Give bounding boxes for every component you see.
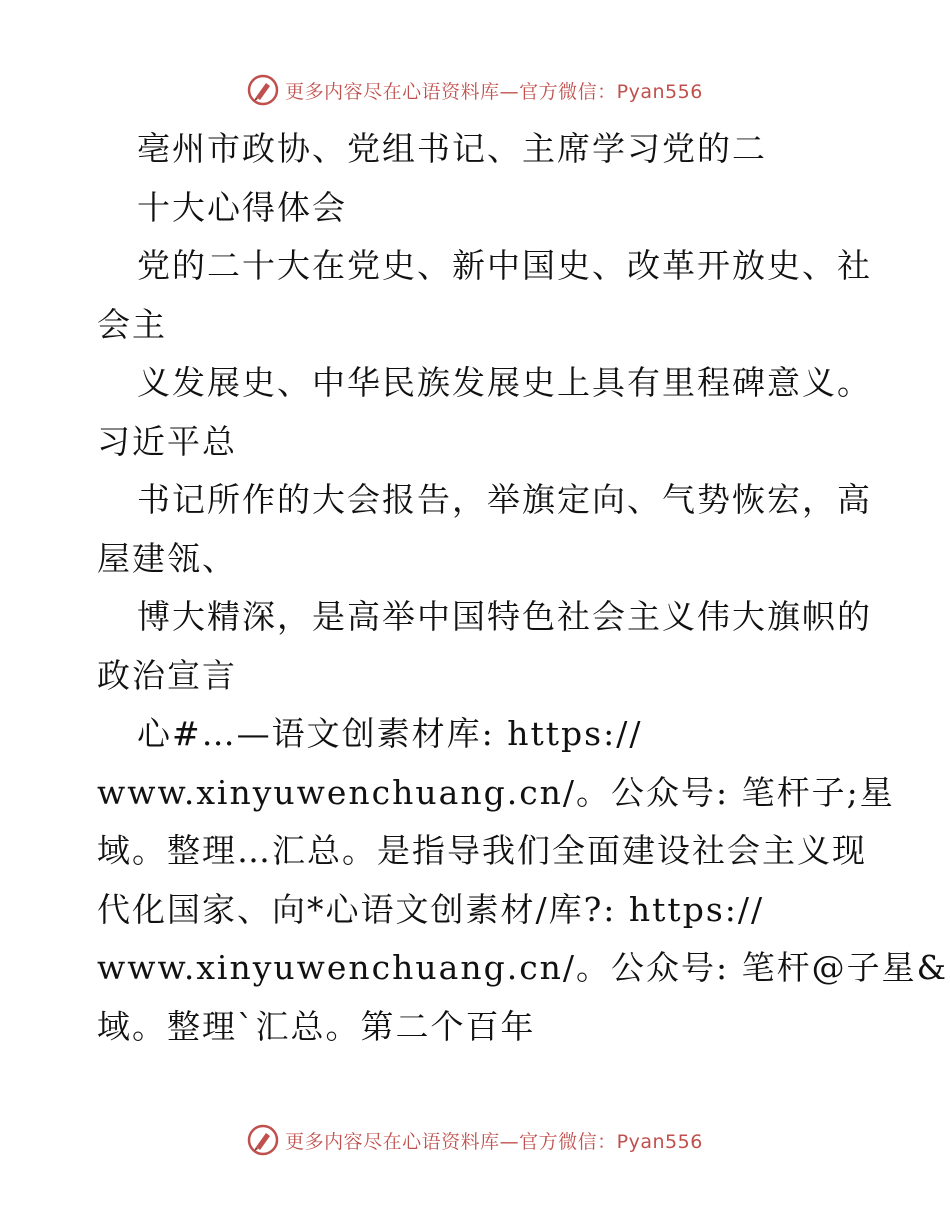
paragraph-line: 党的二十大在党史、新中国史、改革开放史、社 xyxy=(137,246,872,285)
paragraph-line: 习近平总 xyxy=(97,421,237,461)
paragraph-line: 代化国家、向*心语文创素材/库?: https:// xyxy=(97,889,765,929)
paragraph-line: 域。整理…汇总。是指导我们全面建设社会主义现 xyxy=(97,831,867,870)
pen-nib-logo-icon xyxy=(247,1124,279,1156)
footer-watermark xyxy=(0,1122,950,1158)
paragraph-line: www.xinyuwenchuang.cn/。公众号: 笔杆@子星& xyxy=(97,948,949,987)
paragraph-line: 政治宣言 xyxy=(97,655,237,695)
document-body xyxy=(97,120,949,1056)
paragraph-line: 心#…—语文创素材库: https:// xyxy=(137,714,643,753)
pen-nib-logo-icon xyxy=(247,74,279,106)
title-line-1: 亳州市政协、党组书记、主席学习党的二 xyxy=(137,129,767,168)
header-watermark xyxy=(0,72,950,108)
watermark-text: 更多内容尽在心语资料库—官方微信：Pyan556 xyxy=(285,1130,703,1153)
paragraph-line: 域。整理`汇总。第二个百年 xyxy=(97,1006,536,1046)
paragraph-line: www.xinyuwenchuang.cn/。公众号: 笔杆子;星 xyxy=(97,772,895,812)
paragraph-line: 书记所作的大会报告，举旗定向、气势恢宏，高 xyxy=(137,480,872,519)
paragraph-line: 博大精深，是高举中国特色社会主义伟大旗帜的 xyxy=(137,597,872,636)
paragraph-line: 义发展史、中华民族发展史上具有里程碑意义。 xyxy=(137,363,872,402)
paragraph-line: 屋建瓴、 xyxy=(97,538,237,578)
watermark-text: 更多内容尽在心语资料库—官方微信：Pyan556 xyxy=(285,80,703,103)
paragraph-line: 会主 xyxy=(97,304,167,344)
title-line-2: 十大心得体会 xyxy=(137,187,347,227)
